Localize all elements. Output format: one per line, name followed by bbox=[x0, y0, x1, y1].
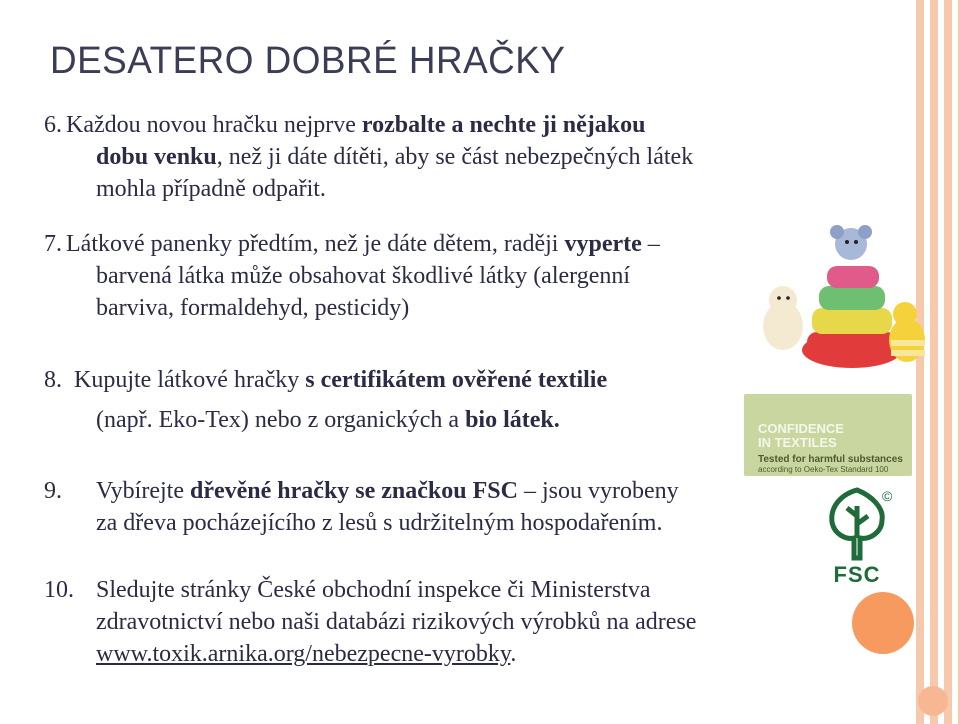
fsc-label: FSC bbox=[833, 562, 881, 587]
item-text: Kupujte látkové hračky bbox=[74, 367, 306, 393]
cert-text: according to Oeko-Tex Standard 100 bbox=[758, 465, 889, 474]
item-text: (např. Eko-Tex) nebo z organických a bbox=[96, 407, 466, 433]
item-line: mohla případně odpařit. bbox=[96, 176, 326, 202]
slide-title: DESATERO DOBRÉ HRAČKY bbox=[50, 40, 566, 82]
item-text: Každou novou hračku nejprve bbox=[66, 112, 362, 138]
item-text: . bbox=[510, 641, 517, 667]
item-text: , než ji dáte dítěti, aby se část nebezpečných látek bbox=[216, 144, 694, 170]
item-line bbox=[44, 228, 834, 260]
item-line bbox=[44, 475, 834, 507]
database-link[interactable]: www.toxik.arnika.org/nebezpecne-vyrobky bbox=[96, 641, 511, 667]
item-line: barvená látka může obsahovat škodlivé látky (alergenní bbox=[96, 263, 631, 289]
item-line: zdravotnictví nebo naši databázi rizikových výrobků na adrese bbox=[96, 609, 697, 635]
item-number: 6. bbox=[44, 112, 62, 138]
item-emphasis: bio látek. bbox=[465, 407, 560, 433]
item-number: 8. bbox=[44, 367, 62, 393]
item-line: za dřeva pocházejícího z lesů s udržitelným hospodařením. bbox=[96, 510, 663, 536]
toys-illustration bbox=[757, 222, 927, 372]
item-number: 7. bbox=[44, 231, 62, 257]
item-line bbox=[44, 364, 764, 396]
copyright-symbol: © bbox=[882, 488, 893, 504]
item-line bbox=[44, 109, 844, 141]
item-line bbox=[44, 141, 844, 173]
item-emphasis: dobu venku bbox=[96, 144, 217, 170]
item-number: 10. bbox=[44, 577, 74, 603]
item-line bbox=[44, 638, 804, 670]
item-text: – jsou vyrobeny bbox=[517, 478, 679, 504]
decorative-circle-small bbox=[918, 686, 948, 716]
cert-text: Tested for harmful substances bbox=[758, 454, 903, 465]
list-item-7 bbox=[44, 228, 834, 324]
item-emphasis: vyperte bbox=[564, 231, 642, 257]
oeko-tex-logo bbox=[744, 394, 912, 476]
item-line: barviva, formaldehyd, pesticidy) bbox=[96, 295, 410, 321]
item-number: 9. bbox=[44, 478, 62, 504]
item-line: Sledujte stránky České obchodní inspekce či Ministerstva bbox=[96, 577, 651, 603]
item-text: Vybírejte bbox=[96, 478, 190, 504]
fsc-logo bbox=[820, 486, 900, 586]
list-item-10 bbox=[44, 574, 804, 670]
cert-text: CONFIDENCE bbox=[758, 421, 844, 436]
list-item-9 bbox=[44, 475, 834, 539]
item-emphasis: s certifikátem ověřené textilie bbox=[305, 367, 608, 393]
decorative-circle bbox=[852, 592, 914, 654]
list-item-8 bbox=[44, 364, 764, 436]
item-line bbox=[44, 404, 764, 436]
item-emphasis: rozbalte a nechte ji nějakou bbox=[361, 112, 646, 138]
cert-text: IN TEXTILES bbox=[758, 435, 837, 450]
item-text: – bbox=[641, 231, 660, 257]
list-item-6 bbox=[44, 109, 844, 205]
item-text: Látkové panenky předtím, než je dáte dětem, raději bbox=[66, 231, 565, 257]
item-emphasis: dřevěné hračky se značkou FSC bbox=[189, 478, 518, 504]
